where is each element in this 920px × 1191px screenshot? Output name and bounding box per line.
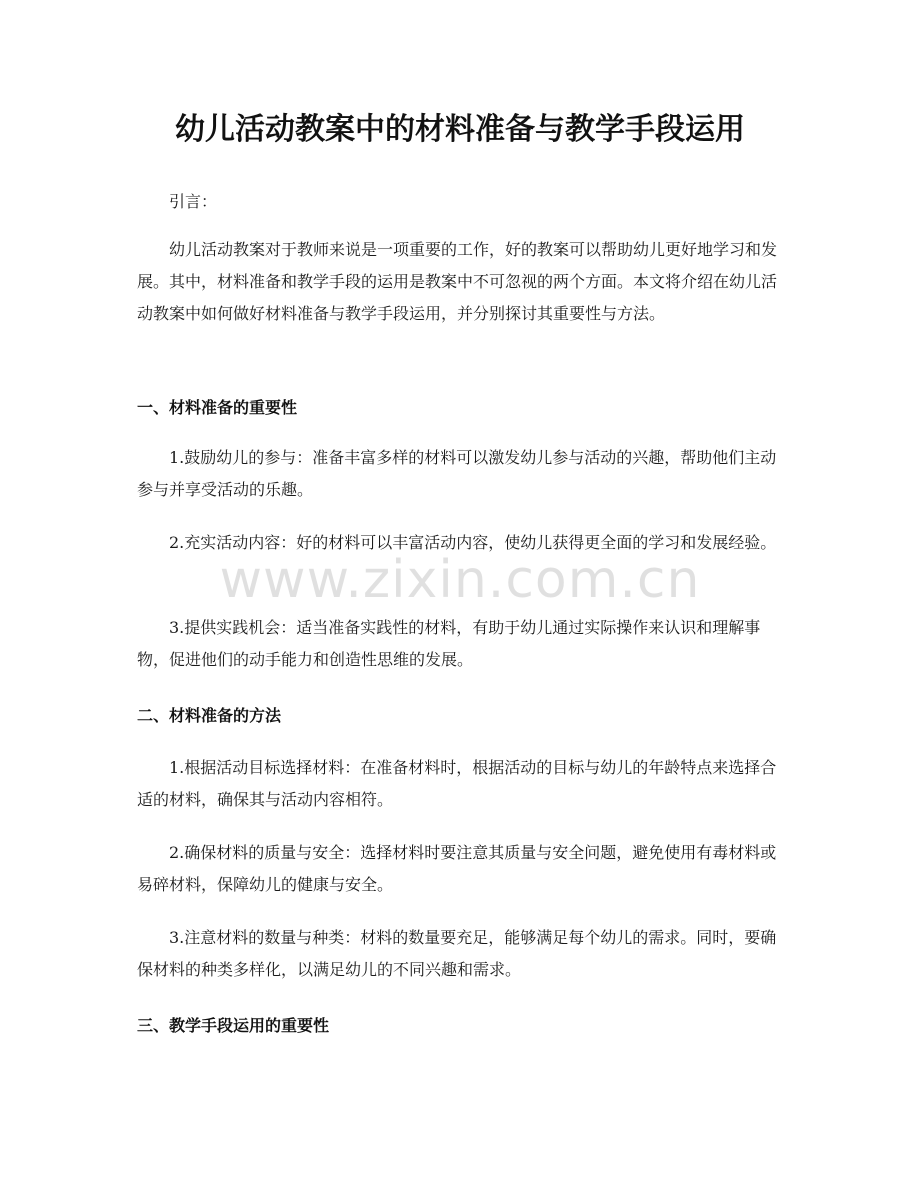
section-2-item-3: 3.注意材料的数量与种类：材料的数量要充足，能够满足每个幼儿的需求。同时，要确保材料的种类多样化，以满足幼儿的不同兴趣和需求。 — [137, 928, 777, 979]
section-1-item-2: 2.充实活动内容：好的材料可以丰富活动内容，使幼儿获得更全面的学习和发展经验。 — [169, 533, 777, 552]
watermark: www.zixin.com.cn — [219, 550, 701, 610]
document-title: 幼儿活动教案中的材料准备与教学手段运用 — [175, 112, 745, 147]
intro-paragraph: 幼儿活动教案对于教师来说是一项重要的工作，好的教案可以帮助幼儿更好地学习和发展。其中，材料准备和教学手段的运用是教案中不可忽视的两个方面。本文将介绍在幼儿活动教案中如何做好材料准备与教学手段运用，并分别探讨其重要性与方法。 — [137, 240, 778, 323]
intro-label: 引言： — [169, 192, 218, 211]
section-2-item-1: 1.根据活动目标选择材料：在准备材料时，根据活动的目标与幼儿的年龄特点来选择合适的材料，确保其与活动内容相符。 — [137, 758, 777, 809]
section-1-item-3: 3.提供实践机会：适当准备实践性的材料，有助于幼儿通过实际操作来认识和理解事物，促进他们的动手能力和创造性思维的发展。 — [137, 618, 761, 669]
section-heading-2: 二、材料准备的方法 — [137, 706, 282, 725]
section-heading-3: 三、教学手段运用的重要性 — [137, 1016, 330, 1035]
section-1-item-1: 1.鼓励幼儿的参与：准备丰富多样的材料可以激发幼儿参与活动的兴趣，帮助他们主动参与并享受活动的乐趣。 — [137, 448, 777, 499]
section-heading-1: 一、材料准备的重要性 — [137, 398, 298, 417]
section-2-item-2: 2.确保材料的质量与安全：选择材料时要注意其质量与安全问题，避免使用有毒材料或易碎材料，保障幼儿的健康与安全。 — [137, 843, 777, 894]
